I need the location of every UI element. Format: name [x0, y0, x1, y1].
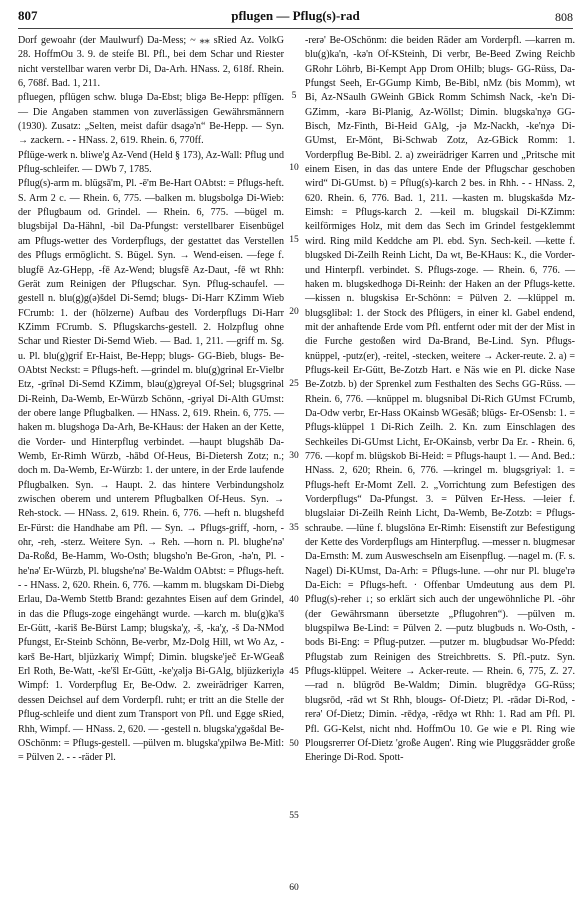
page-number-right: 808 — [555, 10, 573, 24]
entry-paragraph: Pflug(s)-arm m. blügsā'm, Pl. -ē'm Be-Hart OAbtst: = Pflugs-heft. S. Arm 2 c. — Rhein. 6, 775. —balken m. blugsbolgə Di-Wieb: der Pflugbaum od. Grindel. — Rhein. 6, 775. —bügel m. blugsbijəl Da-Hähnl, -bil Da-Pfungst: verstellbarer Eisenbügel am Pflugs-wetter des Vorderpflugs, der gestattet das Verstellen des Pflugs ermöglicht. S. Bügel. Syn. → Wend-eisen. —fege f. blugfē Az-GHepp, -fē Az-Wend; blugsfē Az-Daut, -fē wt Rhh: Gerät zum Reinigen der Pflugschar. Syn. Pflug-schaufel. —gestell n. blu(g)g(ə)šdel Di-Semd; blugs- Di-Harr KZimm Wieb FCrumb: 1. der (hölzerne) Aufbau des Vorderpflugs Di-Harr KZimm FCrumb. S. Pflugskarchs-gestell. 2. Holzpflug ohne Schar und Riester Di-Semd Wieb. — Bad. 1, 211. —griff m. Sg. u. Pl. blu(g)grif Er-Haist, Be-Hepp; blugs- GG-Bieb, blugs- Be-OAbtst Neckst: = Pflugs-heft. —grindel m. blu(g)grinəl Er-Vielbr Etz, -grīnəl Di-Semd KZimm, bləu(g)greyəl Of-Sel; blugsgrinəl Di-Reinh, Da-Wemb, Er-Würzb Schönn, -griyəl Di-Alth GUmst: der obere lange Pflugbalken. — HNass. 2, 619. Rhein. 6, 775. —haken m. blugshogə Da-Arh, Be-KHaus: der Haken an der Kette, die Vorder- und Hinterpflug verbindet. —haupt blugshāb Da-Wemb, Er-Rimh Würzb, -hābd Of-Heus, Bi-Dietersh Zotz; n.; doch m. Da-Wemb, Er-Würzb: 1. der untere, in der Erde laufende Pflugbalken. Syn. → Haupt. 2. das hintere Verbindungsholz zwischen oberem und unterem Pflugbalken Of-Heus. Syn. → Reh-stock. — HNass. 2, 619. Rhein. 6, 776. —heft n. blugshefd Er-Fürst: die Handhabe am Pfl. — Syn. → Pflugs-griff, -horn, -ohr, -reh, -sterz. Weitere Syn. → Reh. —horn n. Pl. blughe'nə' Da-Roßd, Be-Hamm, Wo-Osth; blugsho'n Be-Gron, -hə'n, Pl. -he'nə' Er-Würzb, Pl. blugshe'nə' Be-Waldm OAbtst: = Pflugs-heft. - - HNass. 2, 620. Rhein. 6, 776. —kamm m. blugskam Di-Diebg Erlau, Da-Wemb Stettb Brand: gezahntes Eisen auf dem Grindel, in das die Pflugs-zoge eingehängt wurde. —karch m. blu(g)ka'š Er-Gütt, -kariš Be-Bürst Lamp; blugska'χ, -š, -ka'χ, -š Da-NMod Pfungst, Er-Steinb Schönn, Be-verbr, Mz-Dolg Hill, wt Wo Az, -kərš Be-Hart, bljüzkariχ Wimpf; Dimin. blugske'ječ Er-WGeaß Erl Roth, Be-Watt, -ke'šl Er-Gütt, -ke'χəljə Bi-GAlg, bljüzkeriχlə Wimpf: 1. Vorderpflug Er, Be-Odw. 2. zweirädriger Karren, dessen Deichsel auf dem Vorderpfl. ruht; er tritt an die Stelle der Pflug-schleife und dient zum Transport von Pfl. und Egge sRied, Rhh, Wimpf. — HNass. 2, 620. — -gestell n. blugska'χgəšdal Be-OSchönm: = Pflugs-gestell. —pülven m. blugska'χpilwə Be-Mitl: = Pülven 2. - - -räder Pl. — [18, 178, 284, 764]
header-rule — [18, 28, 573, 29]
line-number: 15 — [289, 235, 299, 245]
line-number: 55 — [289, 811, 299, 821]
entry-paragraph: Dorf gewoahr (der Maulwurf) Da-Mess; ~ ⁎⁎ sRied Az. VolkG 28. HoffmOu 3. 9. de steife Bl. Pfl., bei dem Schar und Riester nicht verstellbar waren verbr Di, Da-Arh. HNass. 2, 618f. Rhein. 6, 768f. Bad. 1, 211. — [18, 35, 284, 90]
left-column — [18, 34, 284, 766]
entry-paragraph: -rerə' Be-OSchönm: die beiden Räder am Vorderpfl. —karren m. blu(g)ka'n, -kə'n Of-KSteinh, Di verbr, Be-Beed Zwing Reichb GRohr Löhrb, Bi-Kempt App Drom OHilb; blugs- GG-Rüss, Da-Pfungst Seeh, Er-GGump Kimb, Be-Bibl, nMz (bis Momm), wt Bi, Az-NSaulh GWeinh GBick Romm Schimsh Nack, -ke'n Di-GZimm, -karə Bi-Planig, Az-Wöllst; Dimin. blugska'nχə GG-Bisch, Mz-Finth, Bi-Heid GAlg, -jə Mz-Nackh, -ke'nχə Di-GUmst, Er-Mönt, Bi-Schwab Zotz, Az-GBick Romm: 1. Vorderpflug Be-Bibl. 2. a) zweirädriger Karren und „Pritsche mit einem Eisen, in das das untere Ende der Pflugschar geschoben wird“ Di-GUmst. b) = Pflug(s)-karch 2 bes. in Rhh. - - HNass. 2, 620. Rhein. 6, 776. Bad. 1, 211. —kasten m. blugskašdə Mz-Eimsh: = Pflugs-karch 2. —keil m. blugskail Di-KZimm: keilförmiges Holz, mit dem das Sech im Grindel festgeklemmt wird. Ring mild Keddche am Pl. ebd. Syn. Sech-keil. —kette f. blugsked Di-Zeilh Reinh Licht, Da wt, Be-KHaus: K., die Vorder- und Hinterpfl. verbindet. S. Pflugs-zoge. — Rhein. 6, 776. —haken m. blugskedhogə Di-Reinh: der Haken an der Pflugs-kette. —kissen n. blugskisə Er-Schönn: = Pülven 2. —klüppel m. blugsglibəl: 1. der Stock des Pflügers, in einer kl. Gabel endend, mit der anhaftende Erde vom Pfl. entfernt oder mit der der Mist in die Furche gestoßen wird Da-Brand, Be-Lind. Syn. Pflugs-knüppel, -putz(er), -reitel, -stecken, weitere → Acker-reute. 2. a) = Pflugs-keil Er-Gütt, Be-Zotzb Hart. e Näs wie en Pl. dicke Nase Be-Zotzb. b) der Sprenkel zum Festhalten des Sechs GG-Rüss. — Rhein. 6, 776. —knüppel m. blugsnibəl Di-Rich GUmst FCrumb, Da-Odw verbr, Er-Hass OKainsb WGesäß; blügs- Er-OSensb: 1. = Pflugs-klüppel 1 Di-Rich Zeilh. 2. Kn. zum Einschlagen des Sechkeiles Di-GUmst Licht, Er-OKainsb, verbr Da Er. - Rhein. 6, 776. —kopf m. blügskob Bi-Heid: = Pflugs-haupt 1. — And. Bed.: HNass. 2, 620; Rhein. 6, 776. —kringel m. blugsgriyəl: 1. = Pflugs-heft Er-Momt Zell. 2. „Vorrichtung zum Befestigen des Vorderpflugs“ Da-Pfungst. 3. = Pülven Er-Hess. —leier f. blugslaiər Di-Zeilh Reinh Licht, Da-Wemb, Be-Zotzb: = Pflugs-schraube. —lüne f. blugslönə Er-Rimh: Eisenstift zur Befestigung der Kette des Vorderpflugs am Hinterpflug. —messer n. blugmesər Da-Ernsth: M. zum Ausweschseln am Eisenpflug. —nagel m. (F. s. Nagel) Di-KUmst, Da-Arh: = Pflugs-lune. —ohr nur Pl. bluge'rə Da-Eich: = Pflugs-heft. · Offenbar Umdeutung aus dem Pl. Pflug(s)-reher ↓; so erklärt sich auch der ungewöhnliche Pl. -öhr (der Gewährsmann übersetzte „Pflugohren“). —pülven m. blugspilwə Be-Lind: = Pülven 2. —putz blugbuds n. Wo-Osth, -bods Bi-Eng: = Pflug-putzer. —putzer m. blugbudsər Wo-Pfedd: Pflugstab zum Reinigen des Streichbretts. S. Pfl.-putz. Syn. Pflugs-klüppel. Weitere → Acker-reute. — Rhein. 6, 775, Z. 27. —rad n. blügrōd Be-Waldm; Dimin. blugrēdχə GG-Rüss; blugsrōd, -rād wt St Rhh, blougs- Of-Dietz; Pl. -rādər Di-Rod, -rerə' Of-Dietz; Dimin. -rēdχə, -rēdχə wt Rhh: 1. Rad am Pfl. Pl. Pfl. GG-Kelst, nicht nhd. HoffmOu 10. Ge wie e Pl. Ring wie Plougsrerrer Of-Dietz 'große Augen'. Ring wie Pluggsrädder große Eheringe Di-Rod. Spott- — [305, 35, 575, 764]
entry-paragraph: pfluegen, pflügen schw. blugə Da-Ebst; bligə Be-Hepp: pflīgen. — Die Angaben stammen von zuverlässigen Gewährsmännern (1930). Zusatz: „Selten, meist dafür dsagə'n“ Be-Hepp. — Syn. → zackern. - - HNass. 2, 619. Rhein. 6, 770ff. — [18, 92, 284, 147]
page-header — [18, 8, 573, 26]
line-number: 10 — [289, 163, 299, 173]
line-number: 35 — [289, 523, 299, 533]
running-head: pflugen — Pflug(s)-rad — [231, 8, 360, 23]
line-number: 50 — [289, 739, 299, 749]
line-number: 5 — [291, 91, 297, 101]
right-column — [305, 34, 575, 766]
line-number: 45 — [289, 667, 299, 677]
line-number: 30 — [289, 451, 299, 461]
page-number-left: 807 — [18, 8, 38, 23]
line-number: 40 — [289, 595, 299, 605]
line-number: 25 — [289, 379, 299, 389]
entry-paragraph: Pflüge-werk n. bliwe'g Az-Vend (Held § 173), Az-Wall: Pflug und Pflug-schleifer. — DWb 7, 1785. — [18, 149, 284, 176]
line-number: 20 — [289, 307, 299, 317]
line-number: 60 — [289, 883, 299, 893]
